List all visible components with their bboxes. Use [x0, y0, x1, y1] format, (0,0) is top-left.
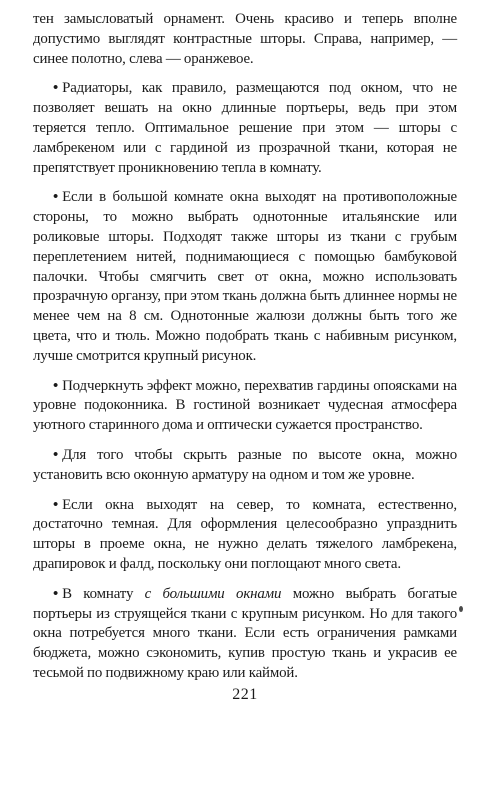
- paragraph-large-windows: [33, 585, 457, 684]
- book-page: [33, 10, 457, 790]
- bullet-mark: •: [53, 377, 59, 394]
- paragraph-continuation: тен замысловатый орнамент. Очень красиво и теперь вполне допустимо выглядят контрастные шторы. Справа, например, — синее полотно, слева — оранжевое.: [33, 11, 457, 67]
- paragraph-text: Подчеркнуть эффект можно, перехватив гардины опоясками на уровне подоконника. В гостиной возникает чудесная атмосфера уютного старинного дома и оптически сужается пространство.: [33, 377, 457, 434]
- paragraph-radiators: [33, 79, 457, 178]
- paragraph-window-heights: [33, 446, 457, 486]
- paragraph-text-after: можно выбрать богатые портьеры из струящейся ткани с крупным рисунком. Но для такого окна потребуется много ткани. Если есть ограничения рамками бюджета, можно сэкономить, купив простую ткань и украсив ее тесьмой по подвижному краю или каймой.: [33, 585, 457, 681]
- page-number: 221: [232, 686, 258, 703]
- bullet-mark: •: [53, 189, 59, 206]
- bullet-mark: •: [53, 80, 59, 97]
- body-text: [33, 10, 457, 684]
- margin-dot: [459, 606, 463, 612]
- bullet-mark: •: [53, 585, 59, 602]
- paragraph-text: Если в большой комнате окна выходят на противоположные стороны, то можно выбрать однотонные итальянские или роликовые шторы. Подходят также шторы из ткани с грубым переплетением нитей, поднимающиеся с помощью бамбуковой палочки. Чтобы смягчить свет от окна, можно использовать прозрачную органзу, при этом ткань должна быть длиннее нормы не менее чем на 8 см. Однотонные жалюзи должны быть того же цвета, что и тюль. Можно подобрать ткань с набивным рисунком, лучше смотрится крупный рисунок.: [33, 189, 457, 364]
- paragraph-emphasis: с большими окнами: [144, 585, 282, 602]
- bullet-mark: •: [53, 446, 59, 463]
- bullet-mark: •: [53, 496, 59, 513]
- paragraph-text: Если окна выходят на север, то комната, естественно, достаточно темная. Для оформления целесообразно упразднить шторы в проеме окна, не нужно делать тяжелого ламбрекена, драпировок и фалд, поскольку они поглощают много света.: [33, 496, 457, 572]
- paragraph-text: Радиаторы, как правило, размещаются под окном, что не позволяет вешать на окно длинные портьеры, ведь при этом теряется тепло. Оптимальное решение при этом — шторы с ламбрекеном или с гардиной из прозрачной ткани, которая не препятствует проникновению тепла в комнату.: [33, 80, 457, 176]
- paragraph-text: Для того чтобы скрыть разные по высоте окна, можно установить всю оконную арматуру на одном и том же уровне.: [33, 446, 457, 483]
- paragraph-opposite-windows: [33, 188, 457, 366]
- paragraph-north-windows: [33, 496, 457, 575]
- paragraph-text-before: В комнату: [62, 585, 145, 602]
- paragraph-tiebacks: [33, 377, 457, 436]
